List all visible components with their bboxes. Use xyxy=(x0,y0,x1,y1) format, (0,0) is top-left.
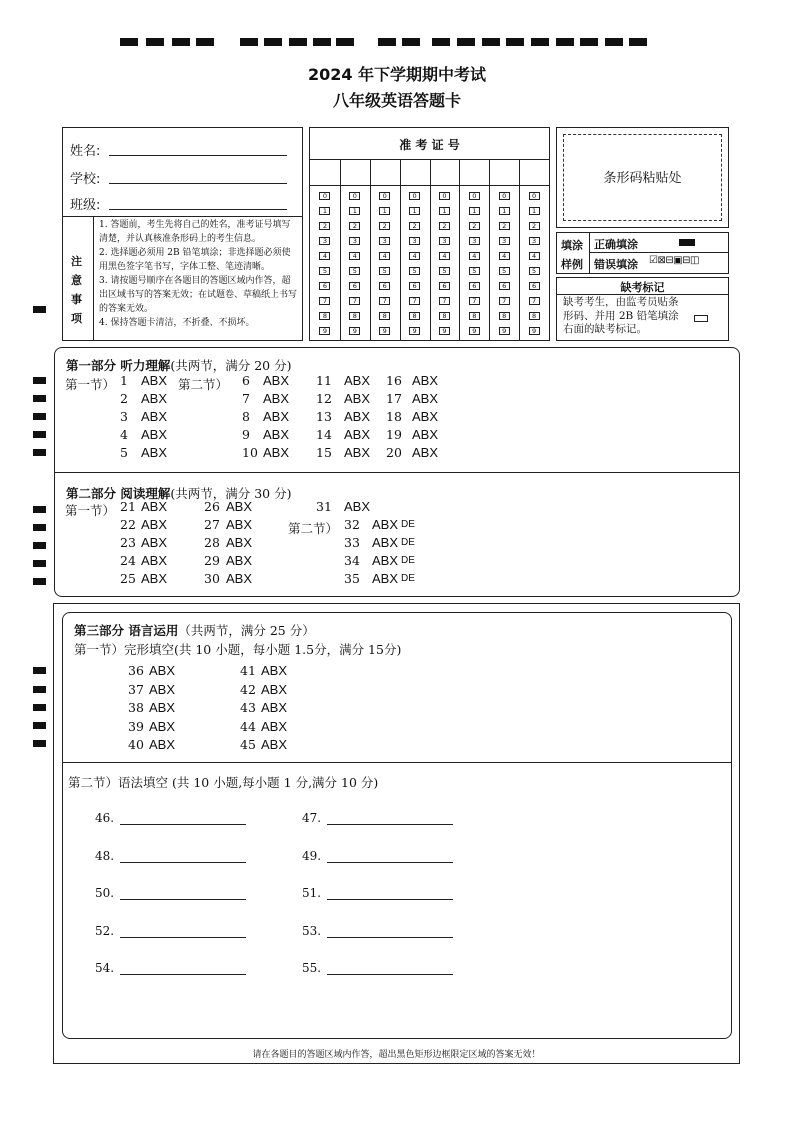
answer-options[interactable]: ABX xyxy=(412,373,439,388)
id-digit-bubble[interactable]: 4 xyxy=(379,252,390,260)
id-digit-bubble[interactable]: 3 xyxy=(379,237,390,245)
id-digit-bubble[interactable]: 5 xyxy=(379,267,390,275)
answer-options[interactable]: ABX xyxy=(141,535,168,550)
name-label: 姓名: xyxy=(70,144,101,159)
answer-options[interactable]: ABX xyxy=(344,373,371,388)
id-digit-bubble[interactable]: 6 xyxy=(349,282,360,290)
answer-options[interactable]: ABX xyxy=(149,681,176,697)
id-digit-bubble[interactable]: 5 xyxy=(529,267,540,275)
answer-options[interactable]: ABX xyxy=(141,499,168,514)
question-number: 43 xyxy=(240,700,256,715)
barcode-box xyxy=(556,127,729,228)
school-label: 学校: xyxy=(70,172,101,187)
question-number: 19 xyxy=(386,427,402,442)
question-number: 7 xyxy=(242,391,250,406)
answer-options[interactable]: ABX xyxy=(141,571,168,586)
question-number: 37 xyxy=(128,681,144,697)
blank-answer-line[interactable] xyxy=(327,862,453,863)
wrong-fill-samples: ☑⊠⊟▣⊟◫ xyxy=(649,255,699,266)
answer-options[interactable]: ABX xyxy=(141,517,168,532)
part1-section1-label: 第一节） xyxy=(65,377,116,392)
id-digit-bubble[interactable]: 1 xyxy=(499,207,510,215)
id-digit-bubble[interactable]: 7 xyxy=(409,297,420,305)
id-column-divider xyxy=(489,159,490,340)
question-number: 41 xyxy=(240,663,256,678)
id-digit-bubble[interactable]: 9 xyxy=(409,327,420,335)
id-digit-bubble[interactable]: 2 xyxy=(379,222,390,230)
question-number: 24 xyxy=(120,553,136,568)
answer-options[interactable]: ABX xyxy=(263,391,290,406)
class-field[interactable] xyxy=(109,209,287,210)
id-digit-bubble[interactable]: 2 xyxy=(349,222,360,230)
id-digit-bubble[interactable]: 0 xyxy=(529,192,540,200)
answer-options[interactable]: ABX xyxy=(226,517,253,532)
id-digit-bubble[interactable]: 3 xyxy=(409,237,420,245)
id-column-divider xyxy=(400,159,401,340)
id-digit-bubble[interactable]: 8 xyxy=(319,312,330,320)
id-digit-bubble[interactable]: 3 xyxy=(439,237,450,245)
id-digit-bubble[interactable]: 3 xyxy=(529,237,540,245)
id-digit-bubble[interactable]: 2 xyxy=(319,222,330,230)
exam-title: 2024 年下学期期中考试 xyxy=(307,65,487,84)
notice-item: 2. 选择题必须用 2B 铅笔填涂；非选择题必须使用黑色签字笔书写，字体工整、笔迹清晰。 xyxy=(99,248,291,272)
answer-options[interactable]: ABX xyxy=(263,445,290,460)
question-number: 29 xyxy=(204,553,220,568)
blank-answer-line[interactable] xyxy=(120,899,246,900)
id-digit-bubble[interactable]: 8 xyxy=(499,312,510,320)
id-digit-bubble[interactable]: 9 xyxy=(529,327,540,335)
id-digit-bubble[interactable]: 9 xyxy=(439,327,450,335)
question-number: 15 xyxy=(316,445,332,460)
answer-options[interactable]: ABX xyxy=(412,391,439,406)
notice-heading: 注 意 事 项 xyxy=(71,255,82,325)
blank-answer-line[interactable] xyxy=(120,974,246,975)
class-label: 班级: xyxy=(70,198,101,213)
id-digit-bubble[interactable]: 7 xyxy=(499,297,510,305)
answer-options[interactable]: ABX xyxy=(412,445,439,460)
correct-fill-label: 正确填涂 xyxy=(594,238,638,251)
absence-label: 缺考标记 xyxy=(620,281,665,294)
id-digit-bubble[interactable]: 9 xyxy=(499,327,510,335)
answer-options[interactable]: ABX xyxy=(141,391,168,406)
part2-section1-label: 第一节） xyxy=(65,503,116,518)
question-number: 26 xyxy=(204,499,220,514)
fill-example-label: 填涂 样例 xyxy=(561,239,583,271)
absence-box xyxy=(556,277,729,341)
question-number: 36 xyxy=(128,663,144,678)
exam-subtitle: 八年级英语答题卡 xyxy=(332,91,461,110)
id-digit-bubble[interactable]: 4 xyxy=(529,252,540,260)
id-digit-bubble[interactable]: 0 xyxy=(469,192,480,200)
id-column-divider xyxy=(519,159,520,340)
id-digit-bubble[interactable]: 6 xyxy=(379,282,390,290)
answer-options[interactable]: ABX xyxy=(141,445,168,460)
id-digit-bubble[interactable]: 0 xyxy=(439,192,450,200)
answer-options[interactable]: ABX xyxy=(226,499,253,514)
part2-heading: 第二部分 阅读理解(共两节，满分 30 分) xyxy=(66,486,292,501)
id-digit-bubble[interactable]: 5 xyxy=(349,267,360,275)
blank-answer-line[interactable] xyxy=(327,937,453,938)
id-digit-bubble[interactable]: 0 xyxy=(319,192,330,200)
answer-options[interactable]: ABX xyxy=(261,737,288,752)
question-number: 13 xyxy=(316,409,332,424)
answer-options[interactable]: ABX xyxy=(226,553,253,568)
id-digit-bubble[interactable]: 8 xyxy=(349,312,360,320)
answer-options[interactable]: ABX xyxy=(261,681,288,697)
id-digit-bubble[interactable]: 8 xyxy=(469,312,480,320)
question-number: 35 xyxy=(344,571,360,586)
answer-options[interactable]: ABX xyxy=(263,373,290,388)
question-number: 23 xyxy=(120,535,136,550)
blank-number: 51. xyxy=(302,886,322,900)
part3-heading: 第三部分 语言运用（共两节，满分 25 分） xyxy=(74,623,315,638)
blank-answer-line[interactable] xyxy=(120,824,246,825)
id-digit-bubble[interactable]: 5 xyxy=(469,267,480,275)
id-digit-bubble[interactable]: 6 xyxy=(439,282,450,290)
blank-number: 46. xyxy=(95,811,115,825)
id-digit-bubble[interactable]: 2 xyxy=(499,222,510,230)
answer-options[interactable]: ABX xyxy=(149,718,176,734)
id-column-divider xyxy=(430,159,431,340)
question-number: 9 xyxy=(242,427,250,442)
answer-options[interactable]: ABX xyxy=(372,535,399,550)
absence-mark-box[interactable] xyxy=(694,315,708,322)
part1-heading: 第一部分 听力理解(共两节，满分 20 分) xyxy=(66,358,292,373)
answer-options[interactable]: ABX xyxy=(149,737,176,752)
question-number: 12 xyxy=(316,391,332,406)
id-column-divider xyxy=(370,159,371,340)
answer-options[interactable]: ABX xyxy=(149,700,176,715)
answer-options[interactable]: ABX xyxy=(344,409,371,424)
id-digit-bubble[interactable]: 1 xyxy=(409,207,420,215)
id-digit-bubble[interactable]: 8 xyxy=(529,312,540,320)
id-digit-bubble[interactable]: 1 xyxy=(469,207,480,215)
id-digit-bubble[interactable]: 4 xyxy=(469,252,480,260)
question-number: 28 xyxy=(204,535,220,550)
id-digit-bubble[interactable]: 6 xyxy=(409,282,420,290)
part3-section2-label: 第二节）语法填空 (共 10 小题,每小题 1 分,满分 10 分) xyxy=(68,775,379,790)
id-digit-bubble[interactable]: 6 xyxy=(319,282,330,290)
answer-options[interactable]: ABX xyxy=(263,427,290,442)
id-digit-bubble[interactable]: 9 xyxy=(349,327,360,335)
answer-options[interactable]: ABX xyxy=(263,409,290,424)
id-digit-bubble[interactable]: 7 xyxy=(319,297,330,305)
fill-example-box xyxy=(556,232,729,274)
blank-answer-line[interactable] xyxy=(327,899,453,900)
id-column-divider xyxy=(340,159,341,340)
answer-options[interactable]: ABX xyxy=(372,553,399,568)
id-digit-bubble[interactable]: 2 xyxy=(529,222,540,230)
blank-number: 53. xyxy=(302,923,322,938)
answer-options[interactable]: ABX xyxy=(261,700,288,715)
blank-answer-line[interactable] xyxy=(120,937,246,938)
id-digit-bubble[interactable]: 5 xyxy=(499,267,510,275)
question-number: 1 xyxy=(120,373,128,388)
answer-options[interactable]: ABX xyxy=(344,499,371,514)
id-digit-bubble[interactable]: 6 xyxy=(469,282,480,290)
question-number: 34 xyxy=(344,553,360,568)
id-digit-bubble[interactable]: 7 xyxy=(529,297,540,305)
question-number: 16 xyxy=(386,373,402,388)
id-digit-bubble[interactable]: 7 xyxy=(379,297,390,305)
question-number: 14 xyxy=(316,427,332,442)
blank-number: 55. xyxy=(302,961,322,975)
question-number: 38 xyxy=(128,700,144,715)
question-number: 2 xyxy=(120,391,128,406)
notice-item: 4. 保持答题卡清洁，不折叠、不损坏。 xyxy=(99,318,255,328)
blank-number: 49. xyxy=(302,848,322,863)
notice-list xyxy=(99,218,299,330)
id-digit-bubble[interactable]: 3 xyxy=(319,237,330,245)
id-digit-bubble[interactable]: 6 xyxy=(499,282,510,290)
notice-item: 3. 请按题号顺序在各题目的答题区域内作答，超出区域书写的答案无效；在试题卷、草稿纸上书写的答案无效。 xyxy=(99,276,298,314)
blank-number: 54. xyxy=(95,961,115,975)
id-digit-bubble[interactable]: 5 xyxy=(319,267,330,275)
id-digit-bubble[interactable]: 9 xyxy=(469,327,480,335)
id-digit-bubble[interactable]: 2 xyxy=(409,222,420,230)
id-digit-bubble[interactable]: 3 xyxy=(349,237,360,245)
blank-number: 50. xyxy=(95,886,115,900)
question-number: 32 xyxy=(344,517,360,532)
id-digit-bubble[interactable]: 9 xyxy=(379,327,390,335)
blank-number: 48. xyxy=(95,848,115,863)
id-digit-bubble[interactable]: 5 xyxy=(409,267,420,275)
question-number: 40 xyxy=(128,737,144,752)
id-digit-bubble[interactable]: 2 xyxy=(469,222,480,230)
question-number: 20 xyxy=(386,445,402,460)
id-digit-bubble[interactable]: 3 xyxy=(499,237,510,245)
id-digit-bubble[interactable]: 4 xyxy=(349,252,360,260)
answer-options[interactable]: ABX xyxy=(149,663,176,678)
student-info-box xyxy=(62,127,303,341)
answer-options-extra[interactable]: DE xyxy=(401,555,415,566)
answer-options[interactable]: ABX xyxy=(261,718,288,734)
question-number: 25 xyxy=(120,571,136,586)
question-number: 30 xyxy=(204,571,220,586)
barcode-label: 条形码粘贴处 xyxy=(603,171,682,186)
answer-options-extra[interactable]: DE xyxy=(401,537,415,548)
exam-id-label: 准 考 证 号 xyxy=(399,138,460,152)
question-number: 8 xyxy=(242,409,250,424)
id-digit-bubble[interactable]: 5 xyxy=(439,267,450,275)
question-number: 11 xyxy=(316,373,332,388)
answer-options[interactable]: ABX xyxy=(412,409,439,424)
part3-section1-label: 第一节）完形填空(共 10 小题，每小题 1.5分，满分 15分) xyxy=(74,642,402,657)
id-digit-bubble[interactable]: 8 xyxy=(409,312,420,320)
blank-answer-line[interactable] xyxy=(327,824,453,825)
answer-options-extra[interactable]: DE xyxy=(401,519,415,530)
answer-options[interactable]: ABX xyxy=(344,445,371,460)
question-number: 45 xyxy=(240,737,256,752)
blank-number: 52. xyxy=(95,923,115,938)
question-number: 3 xyxy=(120,409,128,424)
blank-answer-line[interactable] xyxy=(120,862,246,863)
question-number: 5 xyxy=(120,445,128,460)
name-field[interactable] xyxy=(109,155,287,156)
id-digit-bubble[interactable]: 7 xyxy=(349,297,360,305)
id-digit-bubble[interactable]: 1 xyxy=(349,207,360,215)
id-digit-bubble[interactable]: 2 xyxy=(439,222,450,230)
question-number: 42 xyxy=(240,681,256,697)
id-digit-bubble[interactable]: 0 xyxy=(409,192,420,200)
absence-text: 缺考考生，由监考员贴条 形码、并用 2B 铅笔填涂 右面的缺考标记。 xyxy=(563,296,679,335)
id-digit-bubble[interactable]: 8 xyxy=(379,312,390,320)
answer-options[interactable]: ABX xyxy=(141,373,168,388)
answer-options[interactable]: ABX xyxy=(226,535,253,550)
blank-answer-line[interactable] xyxy=(327,974,453,975)
question-number: 44 xyxy=(240,718,256,734)
id-digit-bubble[interactable]: 8 xyxy=(439,312,450,320)
blank-number: 47. xyxy=(302,811,322,825)
question-number: 39 xyxy=(128,718,144,734)
id-digit-bubble[interactable]: 7 xyxy=(439,297,450,305)
question-number: 21 xyxy=(120,499,136,514)
id-digit-bubble[interactable]: 1 xyxy=(319,207,330,215)
answer-options[interactable]: ABX xyxy=(344,391,371,406)
exam-id-box xyxy=(309,127,550,341)
answer-options[interactable]: ABX xyxy=(344,427,371,442)
answer-options[interactable]: ABX xyxy=(412,427,439,442)
answer-options[interactable]: ABX xyxy=(226,571,253,586)
answer-options[interactable]: ABX xyxy=(141,409,168,424)
id-digit-bubble[interactable]: 4 xyxy=(319,252,330,260)
part2-section2-label: 第二节） xyxy=(288,521,339,536)
question-number: 22 xyxy=(120,517,136,532)
id-digit-bubble[interactable]: 0 xyxy=(379,192,390,200)
id-digit-bubble[interactable]: 0 xyxy=(499,192,510,200)
answer-options[interactable]: ABX xyxy=(372,571,399,586)
id-digit-bubble[interactable]: 9 xyxy=(319,327,330,335)
notice-item: 1. 答题前，考生先将自己的姓名，准考证号填写清楚，并认真核准条形码上的考生信息。 xyxy=(99,220,291,244)
answer-options[interactable]: ABX xyxy=(261,663,288,678)
school-field[interactable] xyxy=(109,183,287,184)
id-digit-bubble[interactable]: 1 xyxy=(379,207,390,215)
answer-options[interactable]: ABX xyxy=(141,427,168,442)
correct-fill-sample xyxy=(679,239,695,246)
id-digit-bubble[interactable]: 7 xyxy=(469,297,480,305)
question-number: 33 xyxy=(344,535,360,550)
wrong-fill-label: 错误填涂 xyxy=(594,258,638,271)
answer-options[interactable]: ABX xyxy=(372,517,399,532)
id-digit-bubble[interactable]: 1 xyxy=(439,207,450,215)
question-number: 27 xyxy=(204,517,220,532)
question-number: 4 xyxy=(120,427,128,442)
id-digit-bubble[interactable]: 3 xyxy=(469,237,480,245)
part1-section2-label: 第二节） xyxy=(178,377,229,392)
id-digit-bubble[interactable]: 1 xyxy=(529,207,540,215)
question-number: 17 xyxy=(386,391,402,406)
id-digit-bubble[interactable]: 4 xyxy=(409,252,420,260)
answer-options-extra[interactable]: DE xyxy=(401,573,415,584)
id-column-divider xyxy=(459,159,460,340)
question-number: 18 xyxy=(386,409,402,424)
answer-options[interactable]: ABX xyxy=(141,553,168,568)
id-digit-bubble[interactable]: 4 xyxy=(499,252,510,260)
id-digit-bubble[interactable]: 6 xyxy=(529,282,540,290)
question-number: 10 xyxy=(242,445,258,460)
question-number: 6 xyxy=(242,373,250,388)
question-number: 31 xyxy=(316,499,332,514)
id-digit-bubble[interactable]: 0 xyxy=(349,192,360,200)
id-digit-bubble[interactable]: 4 xyxy=(439,252,450,260)
footer-note: 请在各题目的答题区域内作答，超出黑色矩形边框限定区域的答案无效！ xyxy=(252,1050,541,1060)
